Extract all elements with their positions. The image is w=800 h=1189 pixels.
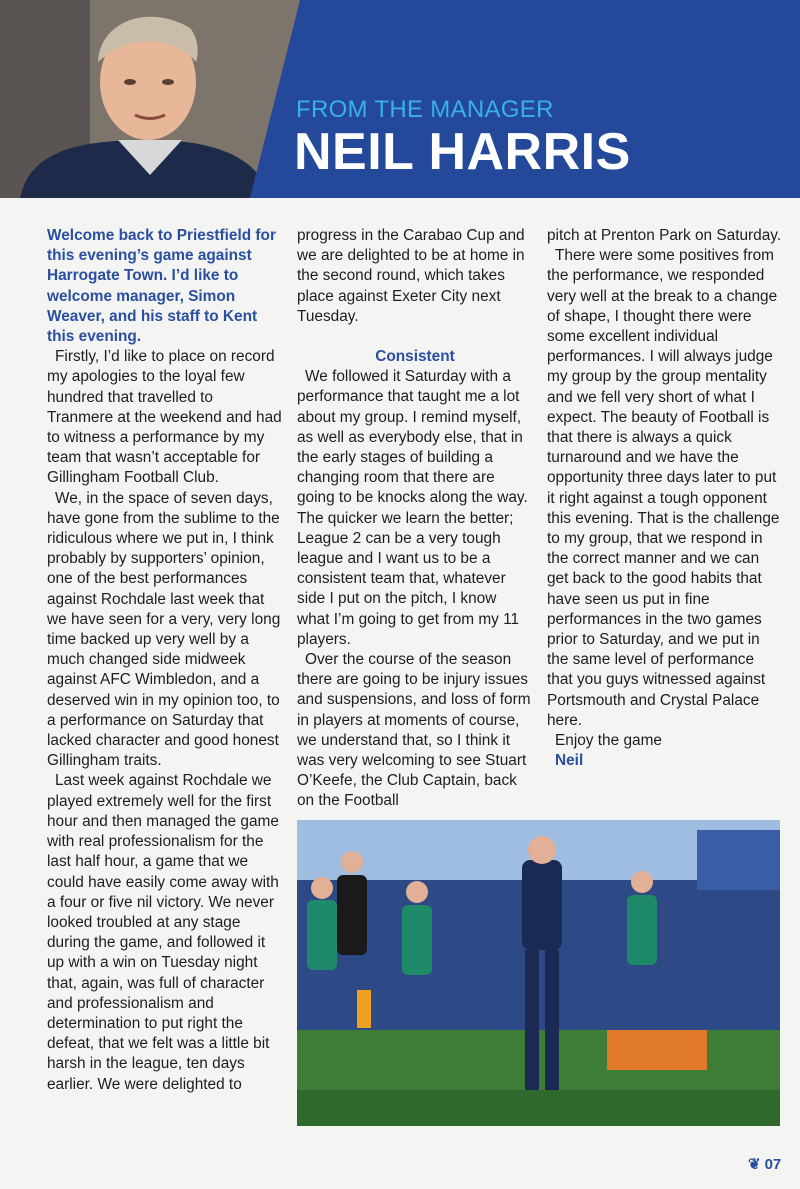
article-column-2 (297, 226, 533, 812)
article-paragraph: progress in the Carabao Cup and we are delighted to be at home in the second round, which takes place against Exeter City next Tuesday. (297, 227, 525, 325)
match-scene-illustration (297, 820, 780, 1126)
portrait-illustration (0, 0, 300, 198)
page-header (0, 0, 800, 198)
article-paragraph: We followed it Saturday with a performance that taught me a lot about my group. I remind myself, as well as everybody else, that in the early stages of building a changing room that there are going to be knocks along the way. The quicker we learn the better; League 2 can be a very tough league and I want us to be a consistent team that, whatever side I put on the pitch, I know what I’m going to get from my 11 players. (297, 368, 528, 648)
page-number (748, 1155, 781, 1173)
article-paragraph: There were some positives from the performance, we responded very well at the break to a change of shape, I thought there were some excellent individual performances. I will always judge my group by the group mentality and we fell very short of what I expect. The beauty of Football is that there is always a quick turnaround and we have the opportunity three days later to put it right against a tough opponent this evening. That is the challenge to my group, that we respond in the correct manner and we can get back to the good habits that have seen us put in fine performances in the two games prior to Saturday, and we put in the same level of performance that you guys witnessed against Portsmouth and Crystal Palace here. (547, 247, 780, 729)
match-photo (297, 820, 780, 1126)
article-paragraph: Last week against Rochdale we played extremely well for the first hour and then managed the game with real professionalism for the last half hour, a game that we could have easily come away with a four or five nil victory. We never looked troubled at any stage during the game, and followed it up with a win on Tuesday night that, again, was full of character and professionalism and determination to put right the defeat, that we felt was a little bit harsh in the league, ten days earlier. We were delighted to (47, 772, 279, 1093)
article-paragraph: Enjoy the game (555, 732, 662, 750)
article-paragraph: pitch at Prenton Park on Saturday. (547, 227, 782, 244)
article-column-3 (547, 226, 783, 771)
club-crest-icon: ❦ (748, 1156, 761, 1173)
section-kicker: FROM THE MANAGER (296, 96, 554, 123)
page-title: NEIL HARRIS (294, 123, 631, 181)
article-paragraph: Firstly, I’d like to place on record my apologies to the loyal few hundred that travelled to Tranmere at the weekend and had to witness a performance by my team that wasn’t acceptable for Gillingham Football Club. (47, 348, 282, 487)
article-column-1 (47, 226, 283, 1095)
intro-paragraph: Welcome back to Priestfield for this evening’s game against Harrogate Town. I’d like to welcome manager, Simon Weaver, and his staff to Kent this evening. (47, 227, 276, 346)
subheading: Consistent (375, 348, 455, 366)
signature: Neil (555, 752, 584, 770)
article-paragraph: We, in the space of seven days, have gone from the sublime to the ridiculous where we put in, I think probably by supporters’ opinion, one of the best performances against Rochdale last week that we have seen for a very, very long time backed up very well by a much changed side midweek against AFC Wimbledon, and a deserved win in my opinion too, to a performance on Saturday that lacked character and good honest Gillingham traits. (47, 489, 281, 770)
article-paragraph: Over the course of the season there are going to be injury issues and suspensions, and loss of form in players at moments of course, we understand that, so I think it was very welcoming to see Stuart O’Keefe, the Club Captain, back on the Football (297, 651, 531, 810)
page-number-label: 07 (764, 1156, 782, 1173)
manager-portrait-photo (0, 0, 300, 198)
